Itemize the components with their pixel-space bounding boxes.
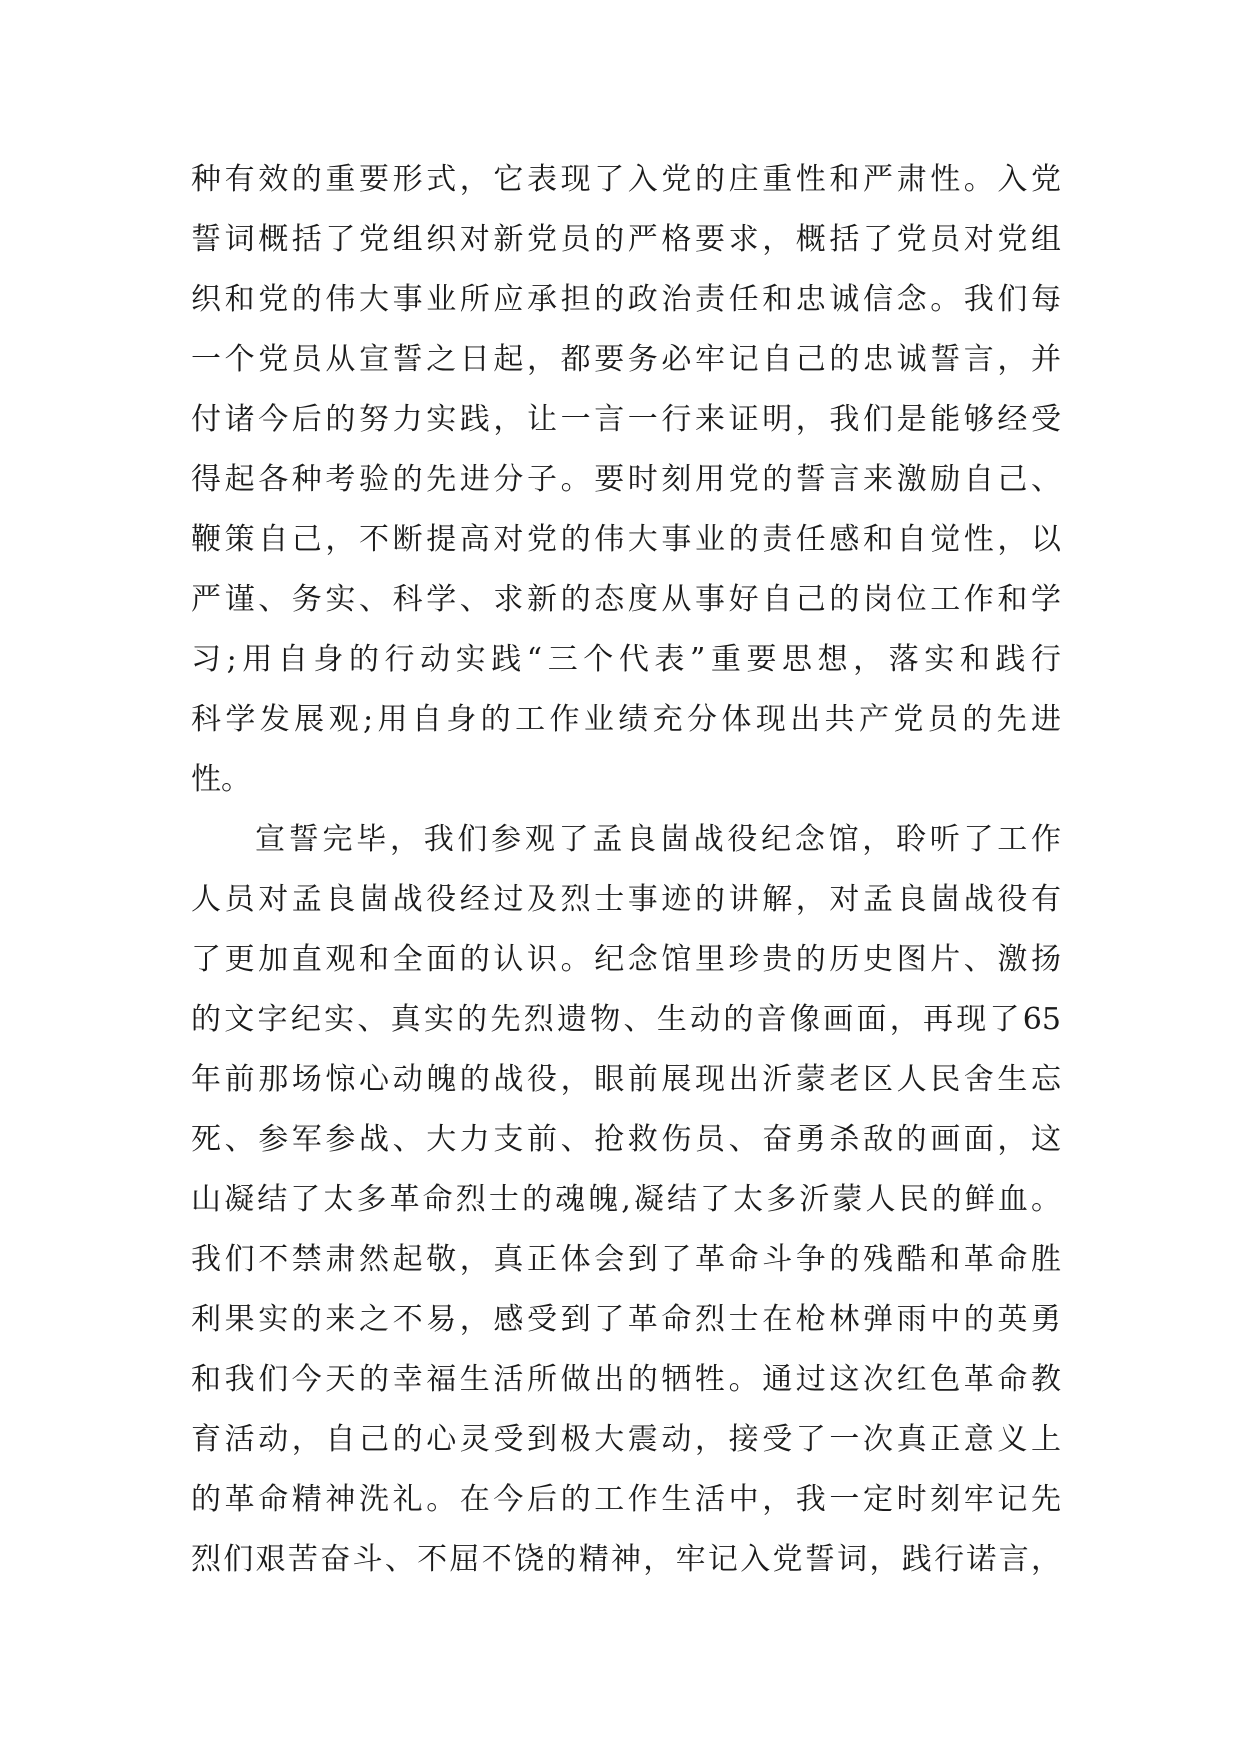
text-line: 誓词概括了党组织对新党员的严格要求，概括了党员对党组: [191, 222, 1061, 257]
text-line: 死、参军参战、大力支前、抢救伤员、奋勇杀敌的画面，这: [191, 1122, 1061, 1157]
text-line: 宣誓完毕，我们参观了孟良崮战役纪念馆，聆听了工作: [255, 822, 1061, 857]
text-line: 的文字纪实、真实的先烈遗物、生动的音像画面，再现了65: [191, 1002, 1061, 1037]
text-line: 我们不禁肃然起敬，真正体会到了革命斗争的残酷和革命胜: [191, 1242, 1061, 1277]
text-line: 付诸今后的努力实践，让一言一行来证明，我们是能够经受: [191, 402, 1061, 437]
text-line: 的革命精神洗礼。在今后的工作生活中，我一定时刻牢记先: [191, 1482, 1061, 1517]
text-line: 严谨、务实、科学、求新的态度从事好自己的岗位工作和学: [191, 582, 1061, 617]
text-line: 得起各种考验的先进分子。要时刻用党的誓言来激励自己、: [191, 462, 1061, 497]
document-body: [191, 160, 1061, 1600]
paragraph-2: [191, 820, 1061, 1600]
text-line: 育活动，自己的心灵受到极大震动，接受了一次真正意义上: [191, 1422, 1061, 1457]
text-line: 科学发展观;用自身的工作业绩充分体现出共产党员的先进: [191, 702, 1061, 737]
text-line: 烈们艰苦奋斗、不屈不饶的精神，牢记入党誓词，践行诺言，: [191, 1542, 1061, 1577]
text-line: 了更加直观和全面的认识。纪念馆里珍贵的历史图片、激扬: [191, 942, 1061, 977]
text-line: 年前那场惊心动魄的战役，眼前展现出沂蒙老区人民舍生忘: [191, 1062, 1061, 1097]
text-line: 性。: [191, 762, 251, 797]
text-line: 一个党员从宣誓之日起，都要务必牢记自己的忠诚誓言，并: [191, 342, 1061, 377]
text-line: 利果实的来之不易，感受到了革命烈士在枪林弹雨中的英勇: [191, 1302, 1061, 1337]
text-line: 鞭策自己，不断提高对党的伟大事业的责任感和自觉性，以: [191, 522, 1061, 557]
paragraph-1: [191, 160, 1061, 820]
text-line: 习;用自身的行动实践“三个代表”重要思想，落实和践行: [191, 642, 1061, 677]
text-line: 织和党的伟大事业所应承担的政治责任和忠诚信念。我们每: [191, 282, 1061, 317]
text-line: 人员对孟良崮战役经过及烈士事迹的讲解，对孟良崮战役有: [191, 882, 1061, 917]
text-line: 和我们今天的幸福生活所做出的牺牲。通过这次红色革命教: [191, 1362, 1061, 1397]
text-line: 山凝结了太多革命烈士的魂魄,凝结了太多沂蒙人民的鲜血。: [191, 1182, 1061, 1217]
text-line: 种有效的重要形式，它表现了入党的庄重性和严肃性。入党: [191, 162, 1061, 197]
